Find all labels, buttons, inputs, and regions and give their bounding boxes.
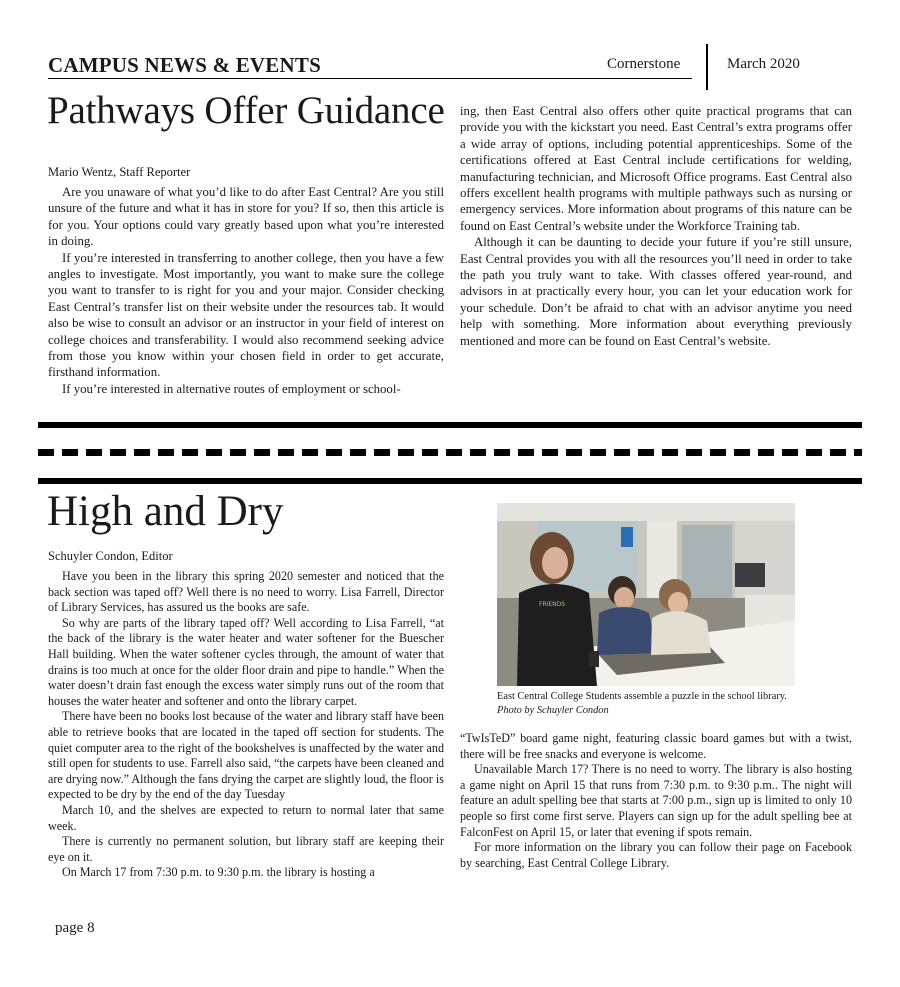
- photo-illustration: [497, 503, 795, 686]
- article-pathways-column-2: [460, 103, 852, 349]
- article-high-and-dry-column-1: [48, 569, 444, 881]
- article-title-high-and-dry: High and Dry: [47, 488, 284, 535]
- shirt-text: FRIENDS: [539, 601, 566, 608]
- issue-date: March 2020: [727, 56, 800, 72]
- paragraph: For more information on the library you can follow their page on Facebook by searching, East Central College Library.: [460, 840, 852, 870]
- paragraph: Have you been in the library this spring 2020 semester and noticed that the back section was taped off? Well there is no need to worry. Lisa Farrell, Director of Library Services, has assured us the books are safe.: [48, 569, 444, 615]
- paragraph: If you’re interested in transferring to another college, then you have a few angles to investigate. Most importantly, you want to make sure the college you want to transfer to is right for you and your major. Consider checking East Central’s transfer list on their website under the resources tab. It would also be wise to consult an advisor or an instructor in your field of interest on college choices and transferability. I would also recommend seeking advice from those you know within your chosen field in order to get accurate, firsthand information.: [48, 250, 444, 380]
- article-pathways-column-1: [48, 164, 444, 397]
- paragraph: Although it can be daunting to decide your future if you’re still unsure, East Central provides you with all the resources you’ll need in order to take the path you truly want to take. With classes offered year-round, and advisors in at practically every hour, you can let your education work for your schedule. Don’t be afraid to chat with an advisor anytime you need help with something. More information about everything previously mentioned and more can be found on East Central’s website.: [460, 235, 852, 348]
- photo-caption: [497, 690, 797, 718]
- publication-name: Cornerstone: [607, 56, 681, 72]
- separator-thick-bottom: [38, 478, 862, 484]
- paragraph: Unavailable March 17? There is no need to worry. The library is also hosting a game night on April 15 that runs from 7:30 p.m. to 9:30 p.m.. The night will feature an adult spelling bee that starts at 7:00 p.m., sign up is limited to only 10 people so first come first serve. Players can sign up for the adult spelling bee at FalconFest on April 15, or later that evening if spots remain.: [460, 762, 852, 839]
- header-divider: [706, 44, 708, 90]
- paragraph: ing, then East Central also offers other quite practical programs that can provide you with the kickstart you need. East Central’s extra programs offer a wide array of options, including potential apprenticeships. Some of the certifications offered at East Central include certifications for welding, manufacturing technician, and Microsoft Office programs. East Central also offers excellent health programs with multiple pathways such as nursing or emergency services. More information about programs of this nature can be found on East Central’s website under the Workforce Training tab.: [460, 104, 852, 233]
- paragraph: Are you unaware of what you’d like to do after East Central? Are you still unsure of the future and what it has in store for you? If so, then this article is for you. Your options could vary greatly based upon what you’re interested in doing.: [48, 185, 444, 249]
- header-rule: [48, 78, 692, 79]
- paragraph: If you’re interested in alternative routes of employment or school-: [62, 381, 401, 396]
- separator-dashed: [38, 449, 862, 456]
- photo-caption-text: East Central College Students assemble a puzzle in the school library.: [497, 691, 787, 702]
- paragraph: There is currently no permanent solution, but library staff are keeping their eye on it.: [48, 834, 444, 864]
- separator-thick-top: [38, 422, 862, 428]
- paragraph: There have been no books lost because of the water and library staff have been able to retrieve books that are located in the taped off section for students. The quiet computer area to the right of the bookshelves is unaffected by the water and still open for students to use. Farrell also said, “the carpets have been cleaned and are drying now.” Although the fans drying the carpet are slightly loud, the floor is expected to be dry by the end of the day Tuesday: [48, 709, 444, 802]
- photo-credit: Photo by Schuyler Condon: [497, 705, 609, 716]
- paragraph: So why are parts of the library taped off? Well according to Lisa Farrell, “at the back of the library is the water heater and water softener for the Buescher Hall building. When the water softener cycles through, the amount of water that drains is too much at once for the older floor drain and pipe to handle.” When the water doesn’t drain fast enough the excess water simply runs out of the room that houses the water heater and softener and onto the library carpet.: [48, 615, 444, 708]
- article-high-and-dry-column-2: [460, 731, 852, 871]
- paragraph: On March 17 from 7:30 p.m. to 9:30 p.m. the library is hosting a: [62, 865, 375, 880]
- library-puzzle-photo: [497, 503, 795, 686]
- byline-high-and-dry: Schuyler Condon, Editor: [48, 549, 173, 563]
- section-label: CAMPUS NEWS & EVENTS: [48, 53, 321, 77]
- article-title-pathways: Pathways Offer Guidance: [47, 89, 445, 132]
- byline-pathways: Mario Wentz, Staff Reporter: [48, 165, 191, 179]
- paragraph: March 10, and the shelves are expected to return to normal later that same week.: [48, 802, 444, 833]
- page-number: page 8: [55, 920, 95, 936]
- paragraph: “TwIsTeD” board game night, featuring classic board games but with a twist, there will be free snacks and everyone is welcome.: [460, 731, 852, 761]
